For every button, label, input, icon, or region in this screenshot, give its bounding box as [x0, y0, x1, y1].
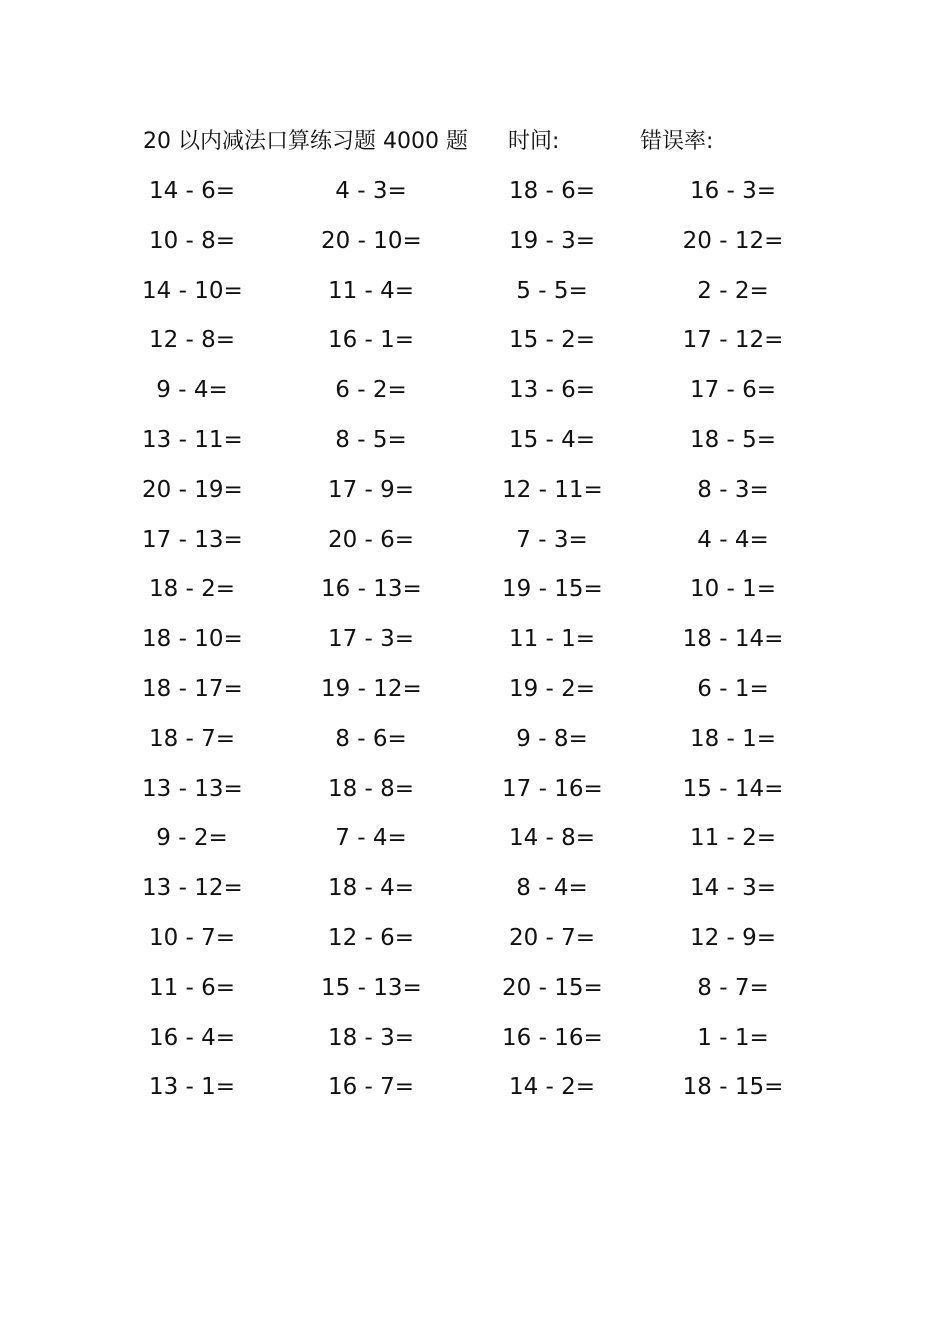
- problem-item: 15 - 14=: [682, 775, 784, 802]
- problem-item: 14 - 3=: [689, 875, 777, 902]
- problem-item: 9 - 2=: [156, 825, 228, 852]
- worksheet-title: 20 以内减法口算练习题 4000 题: [143, 129, 468, 154]
- problem-item: 15 - 4=: [508, 426, 596, 453]
- problem-item: 20 - 12=: [682, 227, 784, 254]
- problem-item: 19 - 15=: [502, 576, 603, 603]
- problem-row: [0, 416, 950, 466]
- problem-item: 20 - 7=: [508, 924, 596, 951]
- problem-item: 14 - 2=: [508, 1074, 596, 1101]
- problem-item: 13 - 6=: [508, 377, 596, 404]
- problem-item: 1 - 1=: [697, 1024, 769, 1051]
- problem-item: 20 - 15=: [502, 974, 603, 1001]
- problem-item: 12 - 9=: [689, 924, 777, 951]
- problem-row: [0, 814, 950, 864]
- problem-row: [0, 665, 950, 715]
- problem-item: 16 - 1=: [327, 327, 415, 354]
- problem-item: 14 - 8=: [508, 825, 596, 852]
- worksheet-header: [0, 124, 950, 160]
- problem-item: 17 - 16=: [502, 775, 603, 802]
- problem-row: [0, 267, 950, 317]
- problem-row: [0, 316, 950, 366]
- problem-item: 18 - 3=: [327, 1024, 415, 1051]
- problem-item: 17 - 3=: [327, 626, 415, 653]
- problem-item: 16 - 13=: [321, 576, 422, 603]
- problem-item: 8 - 7=: [697, 974, 769, 1001]
- problem-item: 16 - 16=: [502, 1024, 603, 1051]
- problem-item: 19 - 12=: [321, 675, 422, 702]
- problem-row: [0, 864, 950, 914]
- problem-item: 20 - 19=: [142, 476, 243, 503]
- problem-item: 20 - 6=: [327, 526, 415, 553]
- problem-item: 14 - 10=: [142, 277, 243, 304]
- problem-item: 5 - 5=: [516, 277, 588, 304]
- problem-item: 18 - 17=: [142, 675, 243, 702]
- problem-item: 7 - 3=: [516, 526, 588, 553]
- problem-row: [0, 964, 950, 1014]
- problem-item: 11 - 2=: [689, 825, 777, 852]
- error-rate-label: 错误率:: [640, 129, 714, 154]
- problem-row: [0, 914, 950, 964]
- problem-row: [0, 516, 950, 566]
- problem-item: 4 - 3=: [335, 178, 407, 204]
- problem-item: 19 - 3=: [508, 227, 596, 254]
- problem-item: 18 - 6=: [508, 178, 596, 204]
- problem-item: 12 - 11=: [502, 476, 603, 503]
- problem-item: 10 - 1=: [689, 576, 777, 603]
- problem-item: 13 - 12=: [142, 875, 243, 902]
- problem-item: 6 - 2=: [335, 377, 407, 404]
- problem-grid: [0, 167, 950, 1113]
- problem-row: [0, 1063, 950, 1113]
- problem-row: [0, 217, 950, 267]
- problem-item: 18 - 10=: [142, 626, 243, 653]
- problem-item: 9 - 8=: [516, 725, 588, 752]
- problem-item: 18 - 1=: [689, 725, 777, 752]
- problem-item: 20 - 10=: [321, 227, 422, 254]
- problem-item: 11 - 4=: [327, 277, 415, 304]
- problem-item: 18 - 14=: [682, 626, 784, 653]
- problem-item: 17 - 13=: [142, 526, 243, 553]
- problem-item: 10 - 8=: [148, 227, 236, 254]
- problem-row: [0, 565, 950, 615]
- problem-row: [0, 615, 950, 665]
- time-label: 时间:: [508, 129, 560, 154]
- problem-item: 11 - 6=: [148, 974, 236, 1001]
- problem-item: 18 - 2=: [148, 576, 236, 603]
- problem-row: [0, 366, 950, 416]
- problem-item: 13 - 1=: [148, 1074, 236, 1101]
- problem-item: 13 - 13=: [142, 775, 243, 802]
- problem-item: 18 - 7=: [148, 725, 236, 752]
- problem-row: [0, 765, 950, 815]
- problem-item: 15 - 2=: [508, 327, 596, 354]
- problem-item: 6 - 1=: [697, 675, 769, 702]
- problem-item: 2 - 2=: [697, 277, 769, 304]
- problem-item: 7 - 4=: [335, 825, 407, 852]
- problem-item: 19 - 2=: [508, 675, 596, 702]
- problem-item: 14 - 6=: [148, 178, 236, 204]
- problem-item: 16 - 7=: [327, 1074, 415, 1101]
- problem-item: 16 - 3=: [689, 178, 777, 204]
- problem-row: [0, 167, 950, 217]
- problem-item: 18 - 15=: [682, 1074, 784, 1101]
- problem-item: 8 - 4=: [516, 875, 588, 902]
- problem-item: 17 - 9=: [327, 476, 415, 503]
- problem-item: 11 - 1=: [508, 626, 596, 653]
- problem-item: 8 - 3=: [697, 476, 769, 503]
- problem-row: [0, 715, 950, 765]
- problem-item: 10 - 7=: [148, 924, 236, 951]
- problem-row: [0, 466, 950, 516]
- problem-item: 9 - 4=: [156, 377, 228, 404]
- problem-row: [0, 1014, 950, 1064]
- problem-item: 13 - 11=: [142, 426, 243, 453]
- problem-item: 8 - 6=: [335, 725, 407, 752]
- problem-item: 18 - 5=: [689, 426, 777, 453]
- problem-item: 18 - 8=: [327, 775, 415, 802]
- problem-item: 17 - 6=: [689, 377, 777, 404]
- problem-item: 8 - 5=: [335, 426, 407, 453]
- problem-item: 12 - 8=: [148, 327, 236, 354]
- problem-item: 15 - 13=: [321, 974, 422, 1001]
- problem-item: 18 - 4=: [327, 875, 415, 902]
- problem-item: 17 - 12=: [682, 327, 784, 354]
- problem-item: 12 - 6=: [327, 924, 415, 951]
- problem-item: 16 - 4=: [148, 1024, 236, 1051]
- problem-item: 4 - 4=: [697, 526, 769, 553]
